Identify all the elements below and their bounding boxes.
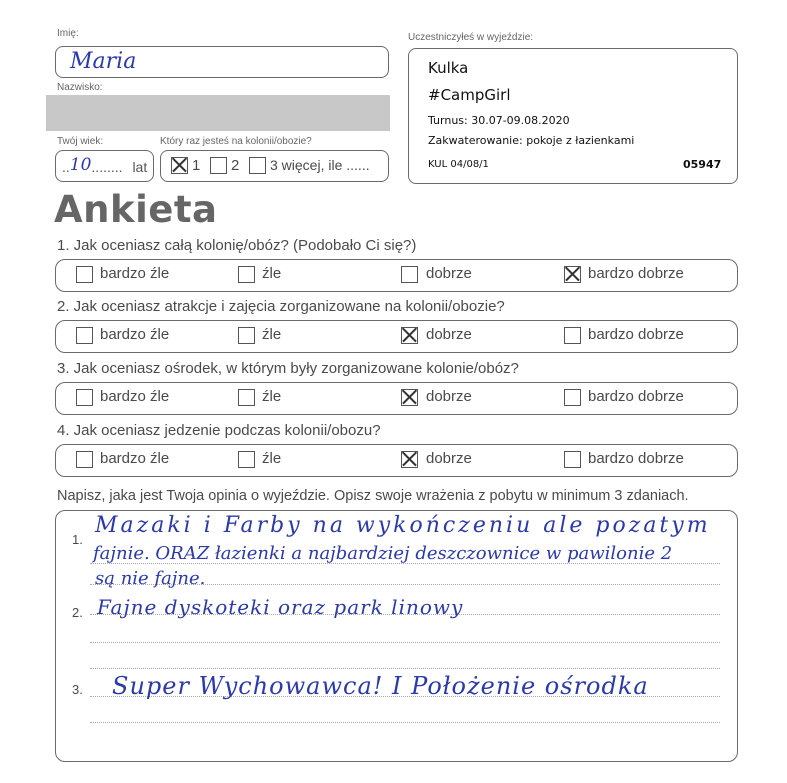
q2-option-1-label: bardzo źle [100, 326, 170, 343]
surname-redaction [46, 95, 390, 131]
opinion-prompt: Napisz, jaka jest Twoja opinia o wyjeździe. Opisz swoje wrażenia z pobytu w minimum 3 zdaniach. [57, 488, 689, 504]
page-title: Ankieta [54, 188, 218, 231]
age-dots: ........ [91, 159, 123, 175]
opinion-line-2: fajnie. ORAZ łazienki a najbardziej deszczownice w pawilonie 2 [93, 543, 673, 564]
opinion-line-5: Super Wychowawca! I Położenie ośrodka [112, 672, 649, 700]
q4-option-2-checkbox[interactable] [238, 451, 255, 468]
writing-line [90, 642, 720, 643]
writing-line [90, 668, 720, 669]
question-2: 2. Jak oceniasz atrakcje i zajęcia zorganizowane na kolonii/obozie? [57, 298, 505, 315]
q3-option-3-label: dobrze [426, 388, 472, 405]
q3-option-4-checkbox[interactable] [564, 389, 581, 406]
q3-option-2-checkbox[interactable] [238, 389, 255, 406]
q4-option-4-label: bardzo dobrze [588, 450, 684, 467]
name-label: Imię: [57, 28, 79, 39]
q2-option-2-checkbox[interactable] [238, 327, 255, 344]
q2-option-4-label: bardzo dobrze [588, 326, 684, 343]
q1-option-4-label: bardzo dobrze [588, 265, 684, 282]
time-checkbox-2[interactable] [210, 157, 227, 174]
question-3: 3. Jak oceniasz ośrodek, w którym były zorganizowane kolonie/obóz? [57, 360, 519, 377]
opinion-line-4: Fajne dyskoteki oraz park linowy [97, 595, 464, 619]
writing-line [90, 722, 720, 723]
q3-option-1-checkbox[interactable] [76, 389, 93, 406]
q4-option-3-checkbox[interactable] [401, 451, 418, 468]
opinion-line-3: są nie fajne. [95, 568, 206, 589]
q2-option-3-checkbox[interactable] [401, 327, 418, 344]
camp-accommodation: Zakwaterowanie: pokoje z łazienkami [428, 134, 635, 147]
q4-option-1-label: bardzo źle [100, 450, 170, 467]
q2-option-2-label: źle [262, 326, 282, 343]
age-unit: lat [132, 159, 148, 175]
q3-option-1-label: bardzo źle [100, 388, 170, 405]
q1-option-3-label: dobrze [426, 265, 472, 282]
name-value: Maria [70, 49, 137, 74]
age-prefix: .. [62, 159, 70, 175]
q3-option-2-label: źle [262, 388, 282, 405]
opinion-number-3: 3. [72, 682, 83, 697]
camp-code: KUL 04/08/1 [428, 159, 489, 170]
which-time-label: Który raz jesteś na kolonii/obozie? [160, 136, 312, 147]
q4-option-3-label: dobrze [426, 450, 472, 467]
q3-option-4-label: bardzo dobrze [588, 388, 684, 405]
question-1: 1. Jak oceniasz całą kolonię/obóz? (Podobało Ci się?) [57, 237, 417, 254]
camp-tag: #CampGirl [428, 86, 511, 104]
time-label-2: 2 [231, 157, 240, 174]
opinion-line-1: Mazaki i Farby na wykończeniu ale pozatym [95, 513, 711, 538]
age-value: 10 [69, 155, 92, 175]
age-label: Twój wiek: [57, 136, 104, 147]
camp-number: 05947 [683, 158, 722, 171]
q1-option-3-checkbox[interactable] [401, 266, 418, 283]
opinion-number-2: 2. [72, 605, 83, 620]
q1-option-1-label: bardzo źle [100, 265, 170, 282]
surname-label: Nazwisko: [57, 82, 103, 93]
age-line [62, 157, 147, 177]
camp-turnus: Turnus: 30.07-09.08.2020 [428, 114, 570, 127]
q1-option-2-label: źle [262, 265, 282, 282]
q4-option-1-checkbox[interactable] [76, 451, 93, 468]
q1-option-2-checkbox[interactable] [238, 266, 255, 283]
q3-option-3-checkbox[interactable] [401, 389, 418, 406]
trip-label: Uczestniczyłeś w wyjeździe: [408, 32, 534, 43]
time-checkbox-3[interactable] [249, 157, 266, 174]
opinion-number-1: 1. [72, 532, 83, 547]
q1-option-4-checkbox[interactable] [564, 266, 581, 283]
q1-option-1-checkbox[interactable] [76, 266, 93, 283]
time-label-3: 3 więcej, ile ...... [270, 157, 370, 173]
q4-option-2-label: źle [262, 450, 282, 467]
camp-name: Kulka [428, 59, 469, 77]
question-4: 4. Jak oceniasz jedzenie podczas kolonii/obozu? [57, 422, 381, 439]
time-checkbox-1[interactable] [171, 157, 188, 174]
time-label-1: 1 [192, 157, 201, 174]
q2-option-1-checkbox[interactable] [76, 327, 93, 344]
q4-option-4-checkbox[interactable] [564, 451, 581, 468]
q2-option-4-checkbox[interactable] [564, 327, 581, 344]
q2-option-3-label: dobrze [426, 326, 472, 343]
